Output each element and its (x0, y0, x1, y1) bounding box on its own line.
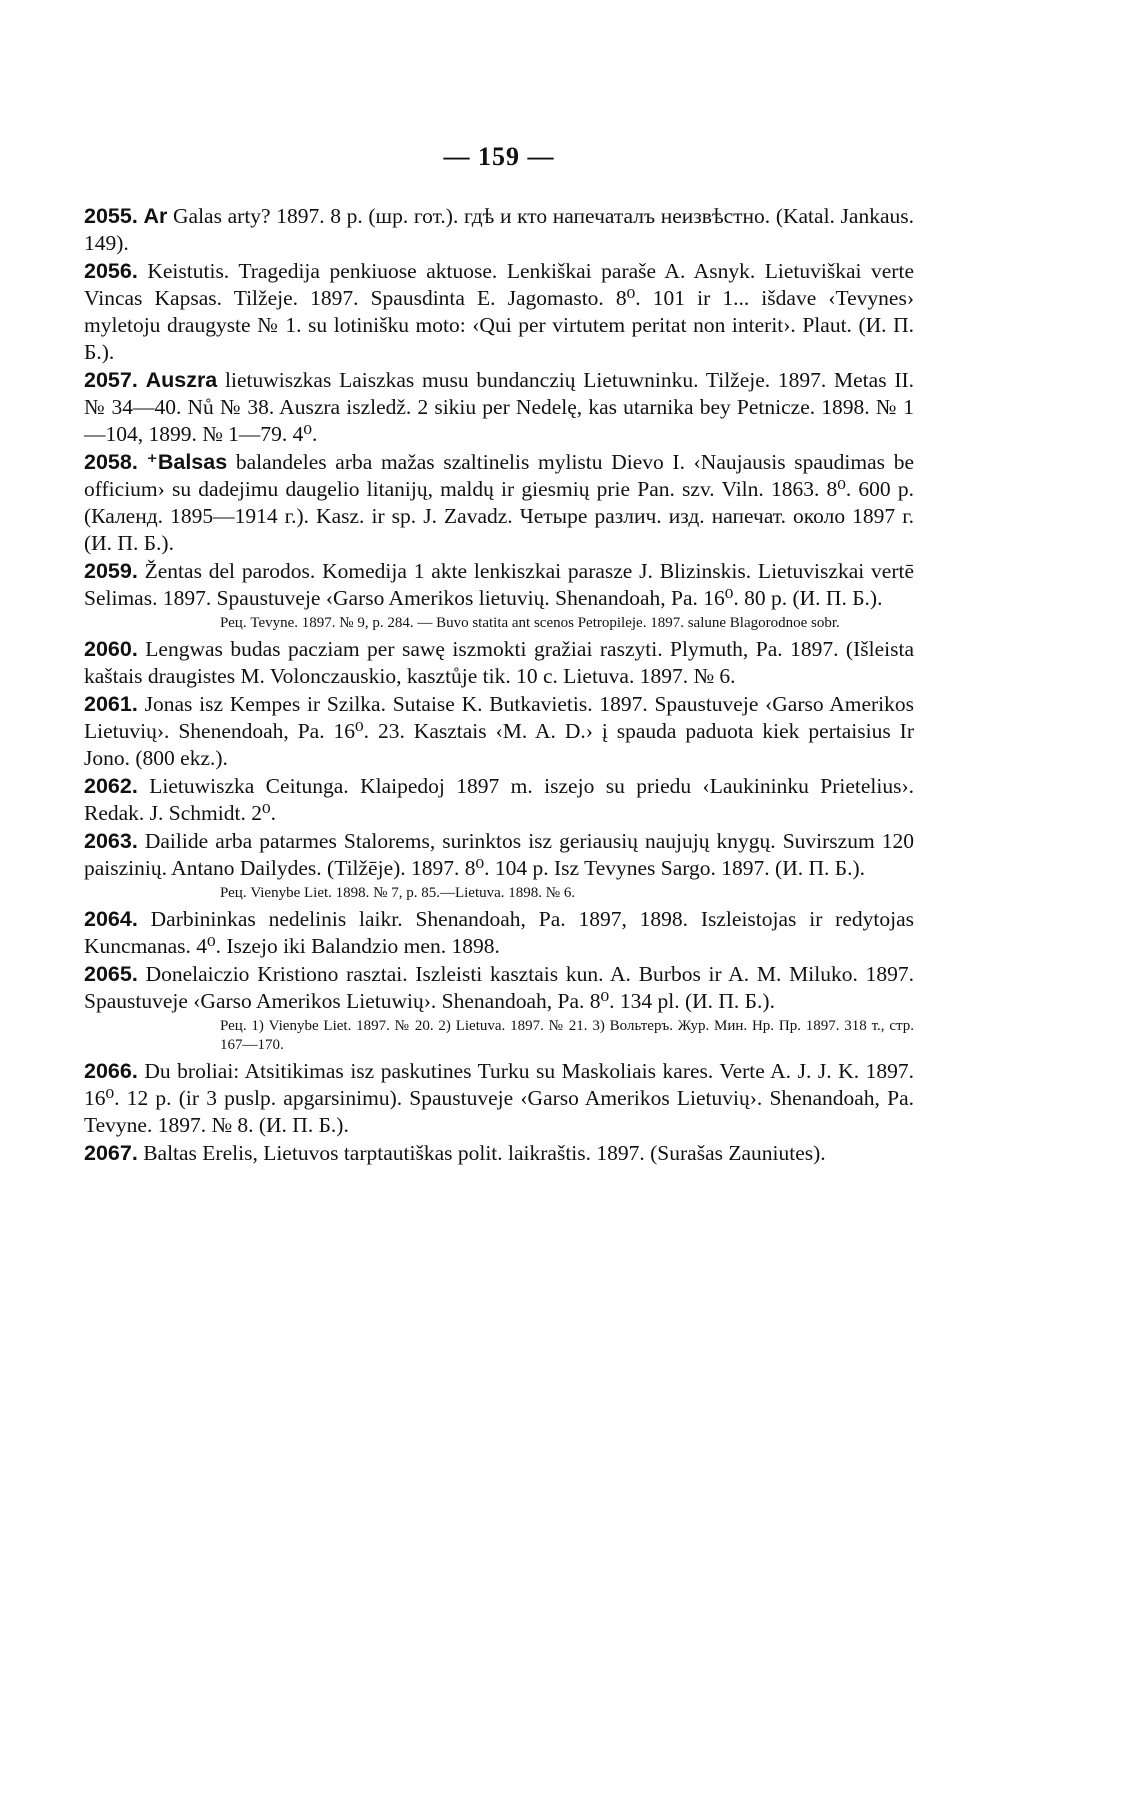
entry-number: 2066. (84, 1059, 138, 1083)
entry-text: balandeles arba mažas szaltinelis mylistu Dievo I. ‹Naujausis spaudimas be officium› su dadejimu daugelio litanijų, maldų ir giesmių prie Pan. szv. Viln. 1863. 8⁰. 600 p. (Календ. 1895—1914 г.). Kasz. ir sp. J. Zavadz. Четыре различ. изд. напечат. около 1897 г. (И. П. Б.). (84, 450, 915, 555)
entry-number: 2067. (84, 1141, 138, 1165)
entry-keyword: ⁺Balsas (146, 450, 228, 474)
entry-2065 (84, 961, 914, 1015)
entry-text: Darbininkas nedelinis laikr. Shenandoah, Pa. 1897, 1898. Iszleistojas ir redytojas Kuncmanas. 4⁰. Iszejo iki Balandzio men. 1898. (84, 907, 914, 958)
entry-text: Keistutis. Tragedija penkiuose aktuose. Lenkiškai paraše A. Asnyk. Lietuviškai verte Vincas Kapsas. Tilžeje. 1897. Spausdinta E. Jagomasto. 8⁰. 101 ir 1... išdave ‹Tevynes› myletoju draugyste № 1. su lotinišku moto: ‹Qui per virtutem peritat non interit›. Plaut. (И. П. Б.). (84, 259, 914, 364)
entry-keyword: Auszra (145, 368, 218, 392)
entry-text: Lengwas budas pacziam per sawę iszmokti gražiai raszyti. Plymuth, Pa. 1897. (Išleista kaštais draugistes M. Volonczauskio, kasztůje tik. 10 c. Lietuva. 1897. № 6. (84, 637, 914, 688)
entry-keyword: Ar (143, 204, 168, 228)
entry-2060 (84, 636, 914, 690)
entry-2057 (84, 367, 914, 448)
entry-2066 (84, 1058, 914, 1139)
entry-text: Donelaiczio Kristiono rasztai. Iszleisti kasztais kun. A. Burbos ir A. M. Miluko. 1897. Spaustuveje ‹Garso Amerikos Lietuwių›. Shenandoah, Pa. 8⁰. 134 pl. (И. П. Б.). (84, 962, 914, 1013)
entry-2063 (84, 828, 914, 882)
entry-number: 2065. (84, 962, 138, 986)
entry-number: 2055. (84, 204, 138, 228)
page-number: — 159 — (443, 142, 555, 171)
entry-text: Lietuwiszka Ceitunga. Klaipedoj 1897 m. iszejo su priedu ‹Laukininku Prietelius›. Redak. J. Schmidt. 2⁰. (84, 774, 914, 825)
entry-number: 2060. (84, 637, 138, 661)
entry-number: 2057. (84, 368, 138, 392)
entry-review: Рец. Tevyne. 1897. № 9, p. 284. — Buvo statita ant scenos Petropileje. 1897. salune Blagorodnoe sobr. (220, 615, 840, 631)
entry-text: Galas arty? 1897. 8 p. (шр. гот.). гдѣ и кто напечаталъ неизвѣстно. (Katal. Jankaus. 149). (84, 204, 915, 255)
entry-text: Du broliai: Atsitikimas isz paskutines Turku su Maskoliais kares. Verte A. J. J. K. 1897. 16⁰. 12 p. (ir 3 puslp. apgarsinimu). Spaustuveje ‹Garso Amerikos Lietuvių›. Shenandoah, Pa. Tevyne. 1897. № 8. (И. П. Б.). (84, 1059, 914, 1137)
entry-text: Dailide arba patarmes Stalorems, surinktos isz geriausių naujujų knygų. Suvirszum 120 paiszinių. Antano Dailydes. (Tilžēje). 1897. 8⁰. 104 p. Isz Tevynes Sargo. 1897. (И. П. Б.). (84, 829, 914, 880)
entry-2056 (84, 258, 914, 366)
entry-number: 2063. (84, 829, 138, 853)
entry-review: Рец. 1) Vienybe Liet. 1897. № 20. 2) Lietuva. 1897. № 21. 3) Вольтеръ. Жур. Мин. Нр. Пр. 1897. 318 т., стр. 167—170. (220, 1018, 914, 1053)
entry-number: 2062. (84, 774, 138, 798)
entry-text: Žentas del parodos. Komedija 1 akte lenkiszkai parasze J. Blizinskis. Lietuviszkai vertē Selimas. 1897. Spaustuveje ‹Garso Amerikos lietuvių. Shenandoah, Pa. 16⁰. 80 p. (И. П. Б.). (84, 559, 914, 610)
entry-number: 2056. (84, 259, 138, 283)
entry-number: 2064. (84, 907, 138, 931)
entry-text: lietuwiszkas Laiszkas musu bundanczių Lietuwninku. Tilžeje. 1897. Metas II. № 34—40. Nů № 38. Auszra iszledž. 2 sikiu per Nedelę, kas utarnika bey Petnicze. 1898. № 1—104, 1899. № 1—79. 4⁰. (84, 368, 915, 446)
entry-2062 (84, 773, 914, 827)
entry-2067 (84, 1140, 914, 1167)
entry-2064 (84, 906, 914, 960)
entry-2058 (84, 449, 914, 557)
entry-text: Baltas Erelis, Lietuvos tarptautiškas polit. laikraštis. 1897. (Surašas Zauniutes). (137, 1141, 826, 1165)
entry-2059 (84, 558, 914, 612)
entry-review: Рец. Vienybe Liet. 1898. № 7, p. 85.—Lietuva. 1898. № 6. (220, 885, 576, 901)
entry-number: 2059. (84, 559, 138, 583)
entry-2061 (84, 691, 914, 772)
entry-2055 (84, 203, 914, 257)
entry-text: Jonas isz Kempes ir Szilka. Sutaise K. Butkavietis. 1897. Spaustuveje ‹Garso Amerikos Lietuvių›. Shenendoah, Pa. 16⁰. 23. Kasztais ‹M. A. D.› į spauda paduota kiek pertaisius Ir Jono. (800 ekz.). (84, 692, 914, 770)
bibliography-entries (84, 203, 914, 1168)
entry-number: 2061. (84, 692, 138, 716)
entry-number: 2058. (84, 450, 138, 474)
